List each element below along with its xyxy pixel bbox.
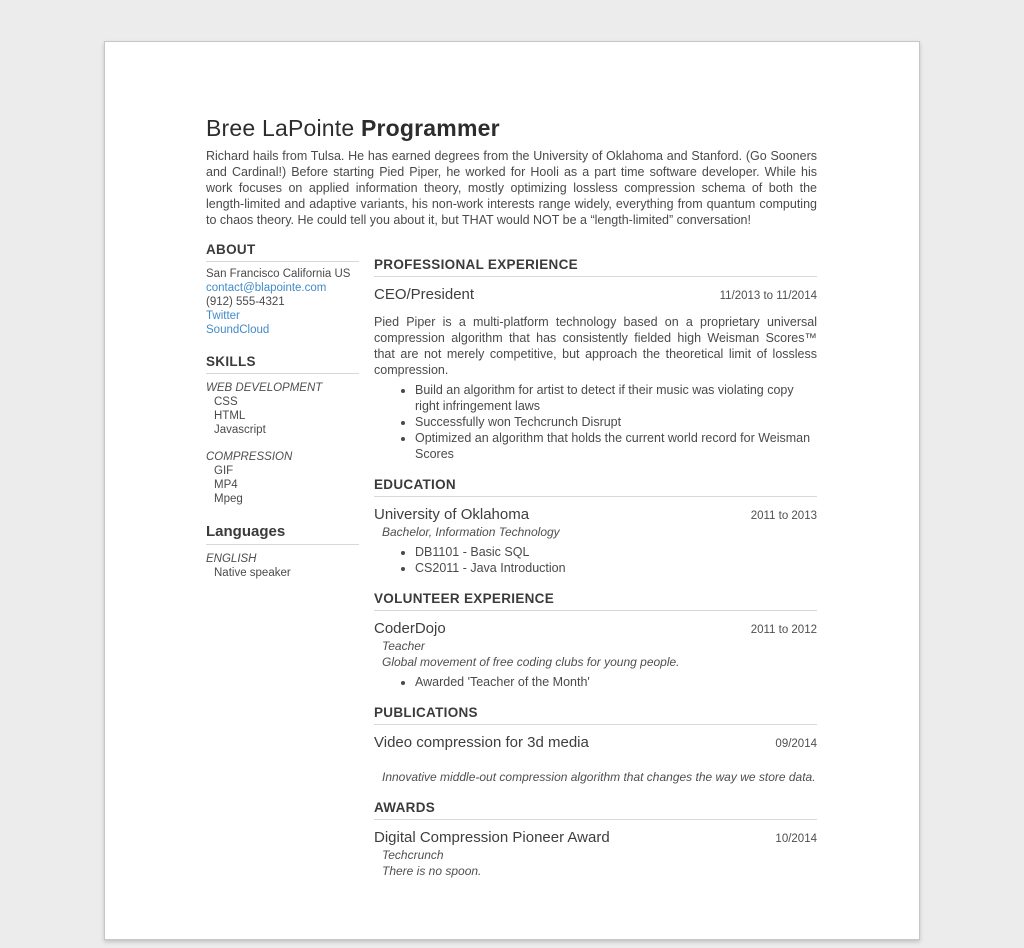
volunteer-position: Teacher <box>382 639 425 653</box>
date-range: 2011 to 2012 <box>750 624 817 636</box>
highlights-list <box>374 382 817 462</box>
about-divider <box>206 261 359 262</box>
education-section <box>374 477 817 576</box>
email-link[interactable]: contact@blapointe.com <box>206 282 327 294</box>
candidate-name: Bree LaPointe <box>206 115 355 141</box>
entry-header <box>374 506 817 524</box>
page-title <box>206 113 817 143</box>
volunteer-experience-section <box>374 591 817 690</box>
skill-item: Javascript <box>214 424 266 436</box>
skills-divider <box>206 373 359 374</box>
publication-date: 09/2014 <box>775 738 817 750</box>
about-lines <box>206 267 359 337</box>
candidate-summary: Richard hails from Tulsa. He has earned degrees from the University of Oklahoma and Stanford. (Go Sooners and Cardinal!) Before starting Pied Piper, he worked for Hooli as a part time software developer. While his work focuses on applied information theory, mostly optimizing lossless compression schema of both the length-limited and adaptive variants, his non-work interests range widely, everything from quantum computing to chaos theory. He could tell you about it, but THAT would NOT be a “length-limited” conversation! <box>206 149 817 227</box>
soundcloud-link[interactable]: SoundCloud <box>206 324 270 336</box>
course-item: • DB1101 - Basic SQL <box>415 544 817 560</box>
award-name: Digital Compression Pioneer Award <box>374 829 610 846</box>
skill-category-label: WEB DEVELOPMENT <box>206 382 323 394</box>
professional-experience-section <box>374 257 817 462</box>
publications-section <box>374 705 817 785</box>
award-awarder: Techcrunch <box>382 848 444 862</box>
awards-heading: AWARDS <box>374 800 436 815</box>
experience-entry <box>374 286 817 462</box>
language-name: ENGLISH <box>206 553 257 565</box>
about-section <box>206 242 359 337</box>
skill-item: Mpeg <box>214 493 243 505</box>
highlight-item: • Optimized an algorithm that holds the current world record for Weisman Scores <box>415 430 817 462</box>
section-divider <box>374 819 817 820</box>
skill-item: HTML <box>214 410 246 422</box>
course-item: • CS2011 - Java Introduction <box>415 560 817 576</box>
skill-group-web-development <box>206 381 359 437</box>
resume-page <box>104 41 920 940</box>
courses-list <box>374 544 817 576</box>
location-text: San Francisco California US <box>206 268 351 280</box>
language-fluency: Native speaker <box>214 567 291 579</box>
skill-group-compression <box>206 450 359 506</box>
institution-name: University of Oklahoma <box>374 506 530 523</box>
volunteer-entry <box>374 620 817 690</box>
entry-header <box>374 620 817 638</box>
main-column <box>374 242 817 879</box>
languages-heading: Languages <box>206 523 286 540</box>
resume-header <box>206 113 817 228</box>
languages-divider <box>206 544 359 545</box>
languages-section <box>206 523 359 580</box>
language-group-english <box>206 552 359 580</box>
entry-header <box>374 734 817 752</box>
section-divider <box>374 610 817 611</box>
publication-entry <box>374 734 817 785</box>
degree-text: Bachelor, Information Technology <box>382 525 560 539</box>
publication-name: Video compression for 3d media <box>374 734 589 751</box>
award-entry <box>374 829 817 879</box>
award-summary: There is no spoon. <box>382 864 482 878</box>
education-entry <box>374 506 817 576</box>
skill-item: GIF <box>214 465 234 477</box>
section-divider <box>374 276 817 277</box>
entry-header <box>374 286 817 304</box>
skills-section <box>206 354 359 506</box>
entry-header <box>374 829 817 847</box>
publication-description: Innovative middle-out compression algorithm that changes the way we store data. <box>382 770 816 784</box>
skills-heading: SKILLS <box>206 354 256 369</box>
section-divider <box>374 724 817 725</box>
award-date: 10/2014 <box>775 833 817 845</box>
section-divider <box>374 496 817 497</box>
education-heading: EDUCATION <box>374 477 456 492</box>
highlights-list <box>374 674 817 690</box>
professional-experience-heading: PROFESSIONAL EXPERIENCE <box>374 257 578 272</box>
sidebar <box>206 242 359 879</box>
highlight-item: • Successfully won Techcrunch Disrupt <box>415 414 817 430</box>
position-summary: Pied Piper is a multi-platform technology based on a proprietary universal compression algorithm that has consistently fielded high Weisman Scores™ that are not merely competitive, but approach the theoretical limit of lossless compression. <box>374 315 817 377</box>
phone-text: (912) 555-4321 <box>206 296 285 308</box>
organization-name: CoderDojo <box>374 620 446 637</box>
publications-heading: PUBLICATIONS <box>374 705 478 720</box>
highlight-item: • Awarded 'Teacher of the Month' <box>415 674 817 690</box>
date-range: 2011 to 2013 <box>750 510 817 522</box>
awards-section <box>374 800 817 879</box>
twitter-link[interactable]: Twitter <box>206 310 240 322</box>
skill-category-label: COMPRESSION <box>206 451 293 463</box>
volunteer-experience-heading: VOLUNTEER EXPERIENCE <box>374 591 555 606</box>
position-title: CEO/President <box>374 286 475 303</box>
skill-item: CSS <box>214 396 238 408</box>
about-heading: ABOUT <box>206 242 256 257</box>
date-range: 11/2013 to 11/2014 <box>719 290 817 302</box>
page-content <box>105 42 919 939</box>
highlight-item: • Build an algorithm for artist to detect if their music was violating copy right infringement laws <box>415 382 817 414</box>
volunteer-summary: Global movement of free coding clubs for young people. <box>382 655 680 669</box>
candidate-role: Programmer <box>360 115 500 141</box>
skill-item: MP4 <box>214 479 238 491</box>
two-column-layout <box>206 242 817 879</box>
